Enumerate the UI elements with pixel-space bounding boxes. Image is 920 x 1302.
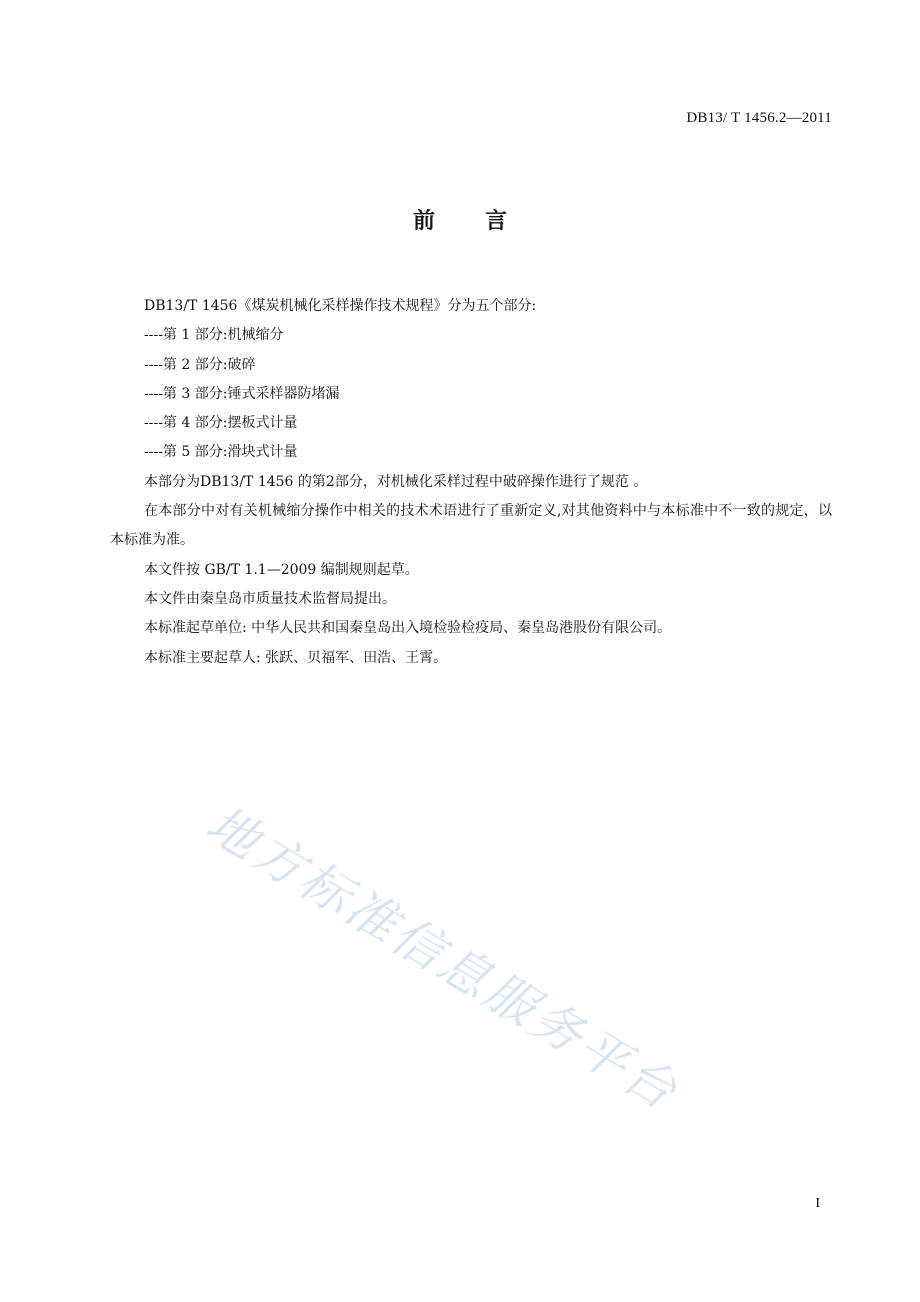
paragraph-definitions: 在本部分中对有关机械缩分操作中相关的技术术语进行了重新定义,对其他资料中与本标准中不一致的规定，以本标准为准。 — [110, 503, 832, 549]
paragraph-drafting-rules: 本文件按 GB/T 1.1—2009 编制规则起草。 — [144, 561, 419, 578]
paragraph-intro: DB13/T 1456《煤炭机械化采样操作技术规程》分为五个部分: — [144, 298, 537, 314]
paragraph-proposer: 本文件由秦皇岛市质量技术监督局提出。 — [144, 590, 396, 607]
list-item-part-4: ----第 4 部分:摆板式计量 — [144, 415, 298, 432]
foreword-body — [110, 292, 832, 673]
standard-code: DB13/ T 1456.2—2011 — [686, 110, 832, 126]
list-item-part-5: ----第 5 部分:滑块式计量 — [144, 444, 298, 461]
page-number: I — [815, 1196, 820, 1211]
watermark-text: 地方标准信息服务平台 — [196, 794, 690, 1123]
paragraph-scope: 本部分为DB13/T 1456 的第2部分，对机械化采样过程中破碎操作进行了规范 。 — [144, 473, 648, 490]
list-item-part-2: ----第 2 部分:破碎 — [144, 356, 256, 373]
page-title: 前言 — [412, 209, 557, 234]
list-item-part-3: ----第 3 部分:锤式采样器防堵漏 — [144, 385, 340, 402]
list-item-part-1: ----第 1 部分:机械缩分 — [144, 327, 284, 344]
paragraph-drafters: 本标准主要起草人: 张跃、贝福军、田浩、王霄。 — [144, 649, 448, 666]
paragraph-drafting-unit: 本标准起草单位: 中华人民共和国秦皇岛出入境检验检疫局、秦皇岛港股份有限公司。 — [144, 620, 672, 637]
